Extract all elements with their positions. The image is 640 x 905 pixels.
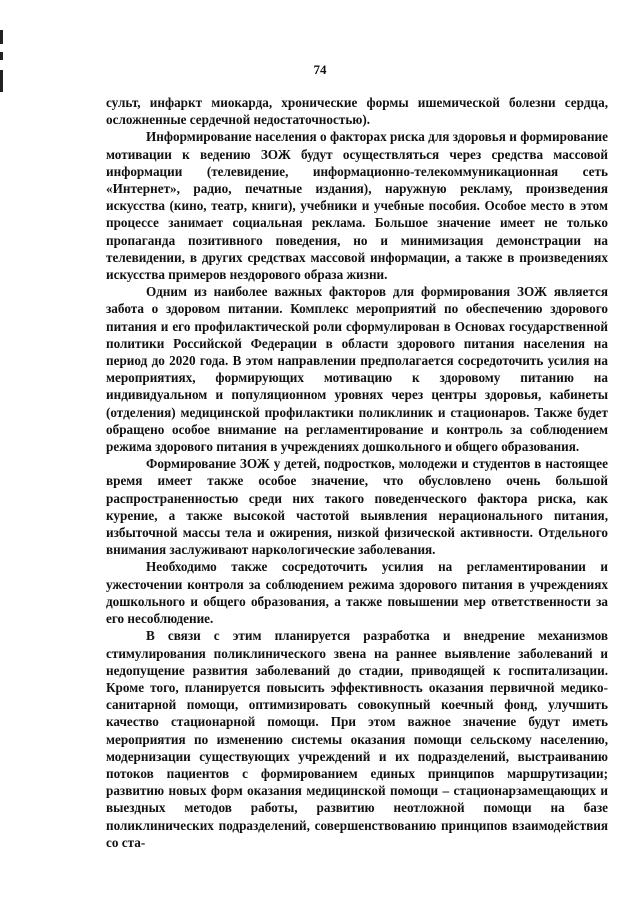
paragraph-1: сульт, инфаркт миокарда, хронические формы ишемической болезни сердца, осложненные сердечной недостаточностью). xyxy=(106,95,608,128)
paragraph-5: Необходимо также сосредоточить усилия на регламентировании и ужесточении контроля за соблюдением режима здорового питания в учреждениях дошкольного и общего образования, а также повышении мер ответственности за его несоблюдение. xyxy=(106,559,608,627)
paragraph-3: Одним из наиболее важных факторов для формирования ЗОЖ является забота о здоровом питании. Комплекс мероприятий по обеспечению здорового питания и его профилактической роли сформулирован в Основах государственной политики Российской Федерации в области здорового питания населения на период до 2020 года. В этом направлении предполагается сосредоточить усилия на мероприятиях, формирующих мотивацию к здоровому питанию на индивидуальном и популяционном уровнях через центры здоровья, кабинеты (отделения) медицинской профилактики поликлиник и стационаров. Также будет обращено особое внимание на регламентирование и контроль за соблюдением режима здорового питания в учреждениях дошкольного и общего образования. xyxy=(106,284,608,455)
page-number: 74 xyxy=(313,62,327,77)
paragraph-4: Формирование ЗОЖ у детей, подростков, молодежи и студентов в настоящее время имеет также особое значение, что обусловлено очень большой распространенностью среди них такого поведенческого фактора риска, как курение, а также высокой частотой выявления нерационального питания, избыточной массы тела и ожирения, низкой физической активности. Отдельного внимания заслуживают наркологические заболевания. xyxy=(106,456,608,558)
scan-edge-mark xyxy=(0,30,3,44)
paragraph-2: Информирование населения о факторах риска для здоровья и формирование мотивации к ведению ЗОЖ будут осуществляться через средства массовой информации (телевидение, информационно-телекоммуникационная сеть «Интернет», радио, печатные издания), наружную рекламу, произведения искусства (кино, театр, книги), учебники и учебные пособия. Особое место в этом процессе занимает социальная реклама. Большое значение имеет не только пропаганда позитивного поведения, но и минимизация демонстрации на телевидении, в других средствах массовой информации, а также в произведениях искусства примеров нездорового образа жизни. xyxy=(106,129,608,283)
paragraph-6: В связи с этим планируется разработка и внедрение механизмов стимулирования поликлинического звена на раннее выявление заболеваний и недопущение развития заболеваний до стадии, приводящей к госпитализации. Кроме того, планируется повысить эффективность оказания первичной медико-санитарной помощи, оптимизировать совокупный коечный фонд, улучшить качество стационарной помощи. При этом важное значение будут иметь мероприятия по изменению системы оказания помощи сельскому населению, модернизации существующих учреждений и их подразделений, выстраиванию потоков пациентов с формированием единых принципов маршрутизации; развитию новых форм оказания медицинской помощи – стационарзамещающих и выездных методов работы, развитию неотложной помощи на базе поликлинических подразделений, совершенствованию принципов взаимодействия со ста- xyxy=(106,628,608,850)
scan-edge-mark xyxy=(0,52,3,60)
document-body xyxy=(106,94,608,851)
